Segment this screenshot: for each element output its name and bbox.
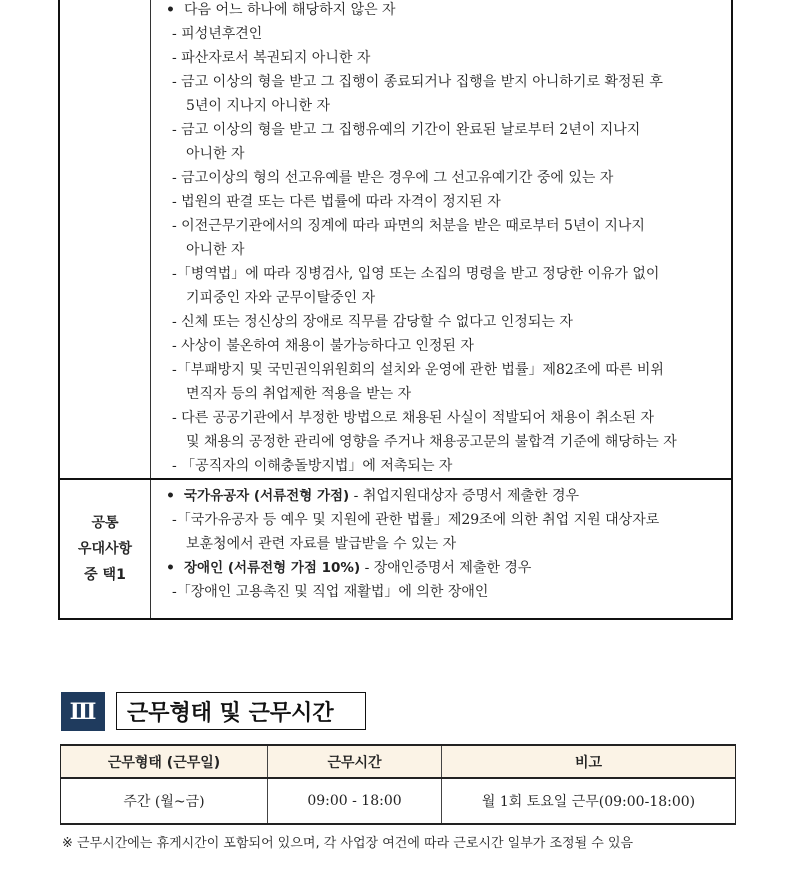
list-item: • 다음 어느 하나에 해당하지 않은 자 [164, 0, 725, 22]
list-item-continuation: 기피중인 자와 군무이탈중인 자 [186, 290, 376, 306]
table-cell: 09:00 - 18:00 [268, 778, 442, 824]
table-header-row [61, 745, 736, 778]
section-number-badge: Ⅲ [61, 692, 105, 731]
list-item: - 신체 또는 정신상의 장애로 직무를 감당할 수 없다고 인정되는 자 [172, 314, 573, 330]
column-header: 근무시간 [268, 745, 442, 778]
list-item-continuation: 및 채용의 공정한 관리에 영향을 주거나 채용공고문의 불합격 기준에 해당하는 자 [186, 434, 677, 450]
list-item-continuation: 아니한 자 [186, 242, 245, 258]
list-item: - 금고이상의 형의 선고유예를 받은 경우에 그 선고유예기간 중에 있는 자 [172, 170, 614, 186]
list-item: - 금고 이상의 형을 받고 그 집행유예의 기간이 완료된 날로부터 2년이 지나지 [172, 122, 641, 138]
list-item-continuation: 면직자 등의 취업제한 적용을 받는 자 [186, 386, 412, 402]
list-item: - 다른 공공기관에서 부정한 방법으로 채용된 사실이 적발되어 채용이 취소된 자 [172, 410, 654, 426]
label-line: 중 택1 [84, 567, 126, 583]
preference-cell [164, 484, 725, 604]
row-divider [60, 478, 731, 480]
column-divider [150, 0, 151, 618]
list-item: - 금고 이상의 형을 받고 그 집행이 종료되거나 집행을 받지 아니하기로 확정된 후 [172, 74, 663, 90]
list-item-continuation: 보훈청에서 관련 자료를 발급받을 수 있는 자 [186, 536, 457, 552]
list-item: - 사상이 불온하여 채용이 불가능하다고 인정된 자 [172, 338, 474, 354]
list-item: - 이전근무기관에서의 징계에 따라 파면의 처분을 받은 때로부터 5년이 지나지 [172, 218, 645, 234]
list-item: • 국가유공자 (서류전형 가점) - 취업지원대상자 증명서 제출한 경우 [164, 484, 725, 508]
list-item: - 피성년후견인 [172, 26, 263, 42]
work-hours-table [60, 744, 736, 825]
list-item: -「국가유공자 등 예우 및 지원에 관한 법률」제29조에 의한 취업 지원 대상자로 [172, 512, 660, 528]
bullet-icon: • [166, 488, 175, 504]
disqualification-cell [164, 0, 725, 478]
list-item: -「장애인 고용촉진 및 직업 재활법」에 의한 장애인 [172, 584, 489, 600]
table-cell: 월 1회 토요일 근무(09:00-18:00) [442, 778, 736, 824]
list-item: - 파산자로서 복권되지 아니한 자 [172, 50, 371, 66]
bullet-icon: • [166, 560, 175, 576]
list-item: -「병역법」에 따라 징병검사, 입영 또는 소집의 명령을 받고 정당한 이유가 없이 [172, 266, 660, 282]
list-item: - 「공직자의 이해충돌방지법」에 저촉되는 자 [172, 458, 453, 474]
table-cell: 주간 (월~금) [61, 778, 268, 824]
label-line: 우대사항 [77, 541, 133, 557]
eligibility-table [58, 0, 733, 620]
section-title: 근무형태 및 근무시간 [116, 692, 366, 730]
footnote: ※ 근무시간에는 휴게시간이 포함되어 있으며, 각 사업장 여건에 따라 근로시간 일부가 조정될 수 있음 [62, 836, 634, 851]
column-header: 근무형태 (근무일) [61, 745, 268, 778]
preference-label-cell [60, 480, 150, 618]
list-item: -「부패방지 및 국민권익위원회의 설치와 운영에 관한 법률」제82조에 따른 비위 [172, 362, 664, 378]
bullet-icon: • [166, 2, 175, 18]
table-row [61, 778, 736, 824]
list-item-continuation: 아니한 자 [186, 146, 245, 162]
list-item: - 법원의 판결 또는 다른 법률에 따라 자격이 정지된 자 [172, 194, 501, 210]
column-header: 비고 [442, 745, 736, 778]
list-item-continuation: 5년이 지나지 아니한 자 [186, 98, 330, 114]
list-item: • 장애인 (서류전형 가점 10%) - 장애인증명서 제출한 경우 [164, 556, 725, 580]
label-line: 공통 [91, 515, 119, 531]
